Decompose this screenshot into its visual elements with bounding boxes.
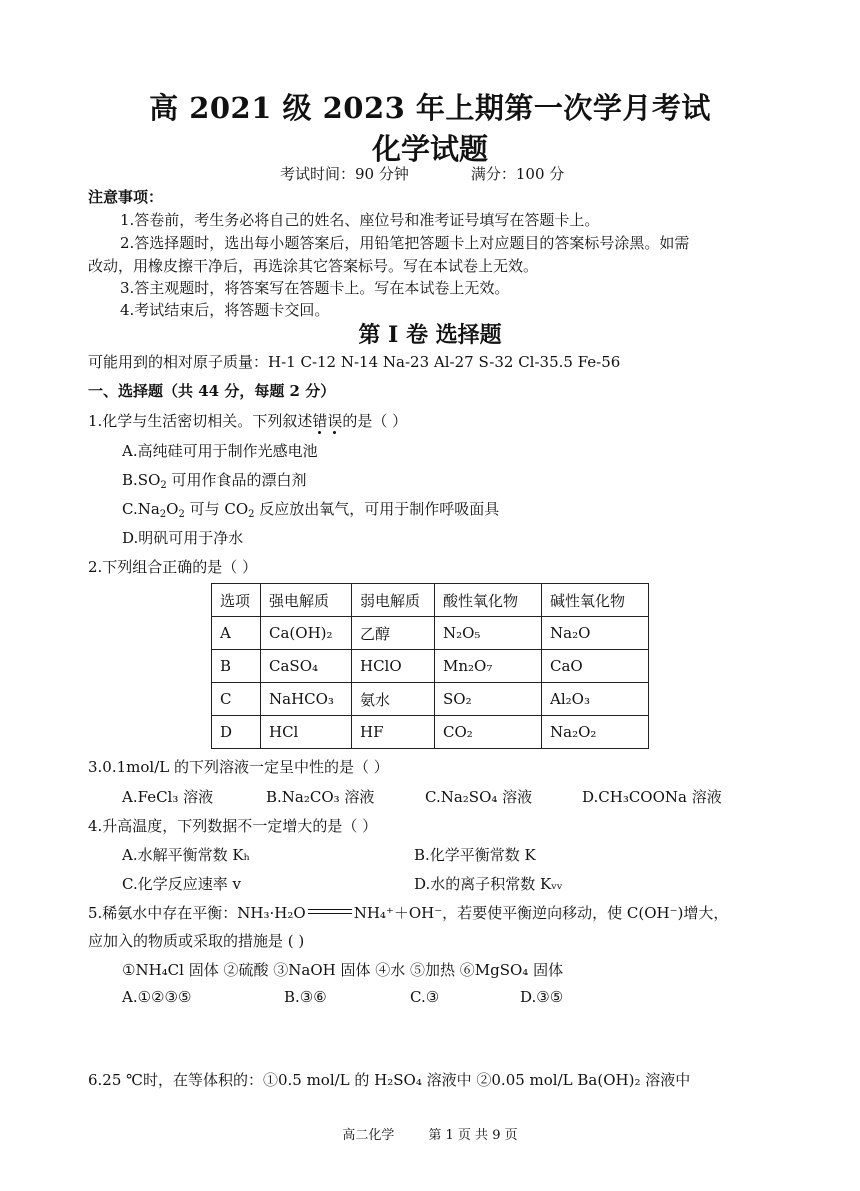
q4-option-b: B.化学平衡常数 K	[414, 846, 536, 864]
emphasis-dot: 错	[312, 412, 328, 430]
table-row	[212, 683, 649, 716]
table-row	[212, 650, 649, 683]
exam-meta	[280, 163, 564, 184]
table-row	[212, 617, 649, 650]
q3-option-c: C.Na₂SO₄ 溶液	[425, 788, 533, 806]
q5-option-b: B.③⑥	[284, 988, 327, 1006]
emphasis-dot: 误	[327, 412, 343, 430]
question-4-stem: 4.升高温度，下列数据不一定增大的是（ ）	[88, 817, 378, 835]
exam-subtitle: 化学试题	[371, 132, 488, 166]
table-header-row	[212, 584, 649, 617]
exam-time: 考试时间：90 分钟	[280, 165, 409, 183]
question-5-stem-cont: 应加入的物质或采取的措施是 ( )	[88, 932, 305, 950]
note-item: 4.考试结束后，将答题卡交回。	[120, 301, 330, 319]
equilibrium-arrow-icon	[308, 908, 352, 916]
note-item: 3.答主观题时，将答案写在答题卡上。写在本试卷上无效。	[120, 279, 510, 297]
q5-choices: ①NH₄Cl 固体 ②硫酸 ③NaOH 固体 ④水 ⑤加热 ⑥MgSO₄ 固体	[122, 961, 564, 979]
table-cell: NaHCO₃	[261, 683, 352, 716]
q1-option-d: D.明矾可用于净水	[122, 529, 244, 547]
q3-option-d: D.CH₃COONa 溶液	[582, 788, 722, 806]
table-cell: D	[212, 716, 261, 749]
table-row	[212, 716, 649, 749]
table-cell: A	[212, 617, 261, 650]
note-item: 1.答卷前，考生务必将自己的姓名、座位号和准考证号填写在答题卡上。	[120, 211, 600, 229]
part-heading: 一、选择题（共 44 分，每题 2 分）	[88, 382, 336, 400]
notes-heading: 注意事项：	[88, 188, 164, 206]
table-cell: Ca(OH)₂	[261, 617, 352, 650]
table-cell: Na₂O	[542, 617, 649, 650]
q4-option-c: C.化学反应速率 v	[122, 875, 241, 893]
table-cell: Na₂O₂	[542, 716, 649, 749]
table-cell: CaSO₄	[261, 650, 352, 683]
table-cell: 乙醇	[352, 617, 435, 650]
footer-page-number: 第 1 页 共 9 页	[428, 1128, 518, 1143]
table-cell: HF	[352, 716, 435, 749]
table-cell: SO₂	[435, 683, 542, 716]
q5-option-c: C.③	[410, 988, 440, 1006]
table-cell: CaO	[542, 650, 649, 683]
section-title: 第 I 卷 选择题	[358, 322, 502, 348]
table-cell: Mn₂O₇	[435, 650, 542, 683]
q4-option-a: A.水解平衡常数 Kₕ	[122, 846, 251, 864]
table-cell: N₂O₅	[435, 617, 542, 650]
table-header: 强电解质	[261, 584, 352, 617]
table-cell: C	[212, 683, 261, 716]
q1-option-c: $C.Na_2O_2$ 可与 $CO_2$ 反应放出氧气，可用于制作呼吸面具	[122, 500, 500, 520]
page-footer	[0, 1124, 860, 1143]
note-item: 2.答选择题时，选出每小题答案后，用铅笔把答题卡上对应题目的答案标号涂黑。如需	[120, 234, 690, 252]
table-header: 选项	[212, 584, 261, 617]
q1-option-b: $B.SO_2$ 可用作食品的漂白剂	[122, 471, 307, 491]
q5-option-d: D.③⑤	[520, 988, 564, 1006]
note-item: 改动，用橡皮擦干净后，再选涂其它答案标号。写在本试卷上无效。	[88, 257, 539, 275]
question-5-stem: 5.稀氨水中存在平衡：NH₃·H₂O NH₄⁺＋OH⁻，若要使平衡逆向移动，使 C(OH⁻)增大，	[88, 904, 729, 922]
table-cell: CO₂	[435, 716, 542, 749]
exam-title: 高 2021 级 2023 年上期第一次学月考试	[149, 91, 711, 125]
full-score: 满分：100 分	[470, 165, 565, 183]
question-3-stem: 3.0.1mol/L 的下列溶液一定呈中性的是（ ）	[88, 758, 389, 776]
table-header: 酸性氧化物	[435, 584, 542, 617]
table-header: 碱性氧化物	[542, 584, 649, 617]
table-cell: Al₂O₃	[542, 683, 649, 716]
question-6-stem: 6.25 ℃时，在等体积的：①0.5 mol/L 的 H₂SO₄ 溶液中 ②0.05 mol/L Ba(OH)₂ 溶液中	[88, 1071, 691, 1089]
question-1-stem: 1.化学与生活密切相关。下列叙述错误的是（ ）	[88, 412, 408, 430]
table-cell: HClO	[352, 650, 435, 683]
question-2-stem: 2.下列组合正确的是（ ）	[88, 558, 258, 576]
q5-option-a: A.①②③⑤	[122, 988, 192, 1006]
q3-option-b: B.Na₂CO₃ 溶液	[266, 788, 375, 806]
q2-options-table	[211, 583, 649, 749]
atomic-masses: 可能用到的相对原子质量：H-1 C-12 N-14 Na-23 Al-27 S-32 Cl-35.5 Fe-56	[88, 353, 621, 371]
q1-option-a: A.高纯硅可用于制作光感电池	[122, 442, 318, 460]
q3-option-a: A.FeCl₃ 溶液	[122, 788, 214, 806]
footer-subject: 高二化学	[342, 1128, 395, 1143]
table-cell: B	[212, 650, 261, 683]
table-header: 弱电解质	[352, 584, 435, 617]
table-cell: 氨水	[352, 683, 435, 716]
table-cell: HCl	[261, 716, 352, 749]
q4-option-d: D.水的离子积常数 Kᵥᵥ	[414, 875, 563, 893]
